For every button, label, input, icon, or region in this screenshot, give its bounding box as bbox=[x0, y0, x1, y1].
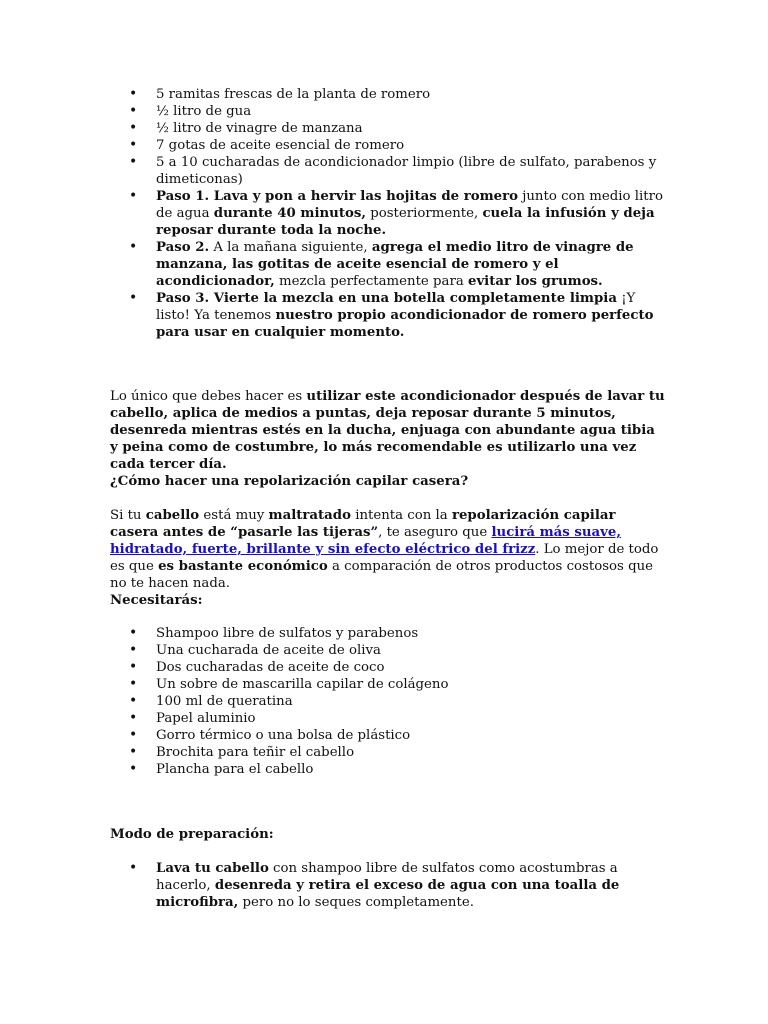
section-heading-necesitaras: Necesitarás: bbox=[110, 593, 203, 608]
list-item: • 7 gotas de aceite esencial de romero bbox=[110, 137, 670, 154]
list-item: • Un sobre de mascarilla capilar de colágeno bbox=[110, 676, 670, 693]
list-item: • Papel aluminio bbox=[110, 710, 670, 727]
list-item: • 100 ml de queratina bbox=[110, 693, 670, 710]
step-item: • Lava tu cabello con shampoo libre de sulfatos como acostumbras a hacerlo, desenreda y retira el exceso de agua con una toalla de microfibra, pero no lo seques completamente. bbox=[110, 860, 670, 911]
usage-paragraph: Lo único que debes hacer es utilizar este acondicionador después de lavar tu cabello, aplica de medios a puntas, deja reposar durante 5 minutos, desenreda mientras estés en la ducha, enjuaga con abundante agua tibia y peina como de costumbre, lo más recomendable es utilizarlo una vez cada tercer día. bbox=[110, 389, 665, 472]
list-item: • Shampoo libre de sulfatos y parabenos bbox=[110, 625, 670, 642]
benefits-link[interactable]: lucirá más suave, hidratado, fuerte, brillante y sin efecto eléctrico del frizz bbox=[110, 525, 621, 557]
list-item: • Una cucharada de aceite de oliva bbox=[110, 642, 670, 659]
list-item: • Dos cucharadas de aceite de coco bbox=[110, 659, 670, 676]
list-item: • 5 a 10 cucharadas de acondicionador limpio (libre de sulfato, parabenos y dimeticonas) bbox=[110, 154, 670, 188]
list-item: • Gorro térmico o una bolsa de plástico bbox=[110, 727, 670, 744]
preparation-steps-list bbox=[110, 860, 670, 911]
list-item: • 5 ramitas frescas de la planta de romero bbox=[110, 86, 670, 103]
ingredients-list-rosemary bbox=[110, 86, 670, 341]
list-item: • ½ litro de gua bbox=[110, 103, 670, 120]
step-item: • Paso 2. A la mañana siguiente, agrega el medio litro de vinagre de manzana, las gotitas de aceite esencial de romero y el acondicionador, mezcla perfectamente para evitar los grumos. bbox=[110, 239, 670, 290]
ingredients-list-repolarizacion bbox=[110, 625, 670, 778]
list-item: • Brochita para teñir el cabello bbox=[110, 744, 670, 761]
step-item: • Paso 3. Vierte la mezcla en una botella completamente limpia ¡Y listo! Ya tenemos nuestro propio acondicionador de romero perfecto para usar en cualquier momento. bbox=[110, 290, 670, 341]
intro-paragraph: Si tu cabello está muy maltratado intenta con la repolarización capilar casera antes de “pasarle las tijeras”, te aseguro que lucirá más suave, hidratado, fuerte, brillante y sin efecto eléctrico del frizz. Lo mejor de todo es que es bastante económico a comparación de otros productos costosos que no te hacen nada. bbox=[110, 508, 659, 591]
list-item: • Plancha para el cabello bbox=[110, 761, 670, 778]
section-heading-repolarizacion: ¿Cómo hacer una repolarización capilar casera? bbox=[110, 474, 469, 489]
list-item: • ½ litro de vinagre de manzana bbox=[110, 120, 670, 137]
section-heading-modo: Modo de preparación: bbox=[110, 827, 274, 842]
step-item: • Paso 1. Lava y pon a hervir las hojitas de romero junto con medio litro de agua durante 40 minutos, posteriormente, cuela la infusión y deja reposar durante toda la noche. bbox=[110, 188, 670, 239]
